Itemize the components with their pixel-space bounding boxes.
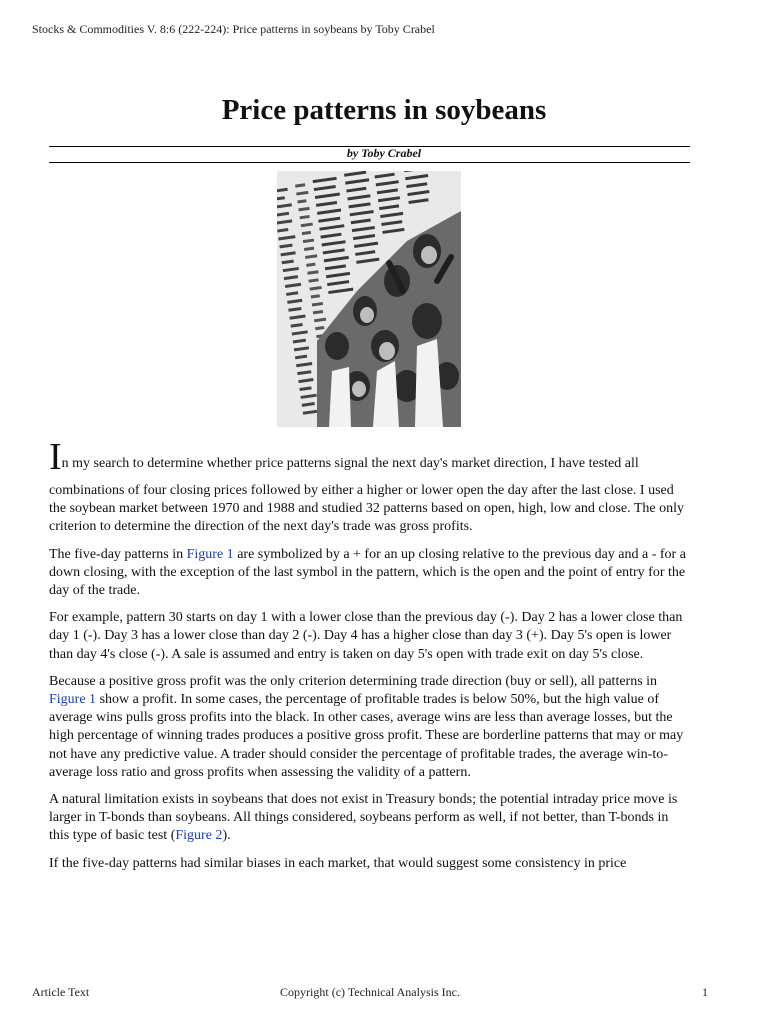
page-number: 1 (702, 985, 708, 999)
paragraph-4-text: Because a positive gross profit was the only criterion determining trade direction (buy or sell), all patterns in (49, 673, 658, 689)
paragraph-4 (49, 673, 690, 782)
paragraph-2-text: The five-day patterns in (49, 546, 187, 562)
footer-copyright: Copyright (c) Technical Analysis Inc. (280, 985, 460, 999)
paragraph-3: For example, pattern 30 starts on day 1 with a lower close than the previous day (-). Day 2 has a lower close than day 1 (-). Day 3 has a lower close than day 2 (-). Day 4 has a higher close than day 3 (+). Day 5's open is lower than day 4's close (-). A sale is assumed and entry is taken on day 5's open with trade exit on day 5's close. (49, 610, 683, 662)
article-title: Price patterns in soybeans (221, 94, 547, 126)
paragraph-6: If the five-day patterns had similar biases in each market, that would suggest some consistency in price (49, 855, 627, 871)
article-byline: by Toby Crabel (346, 146, 422, 160)
paragraph-4-text-cont: show a profit. In some cases, the percentage of profitable trades is below 50%, but the high value of average wins pulls gross profits into the black. In other cases, average wins are less than average losses, but the high percentage of winning trades produces a positive gross profit. These are borderline patterns that may or may not have any predictive value. A trader should consider the percentage of profitable trades, the average win-to-average loss ratio and gross profits when assessing the validity of a pattern. (49, 692, 684, 780)
paragraph-1-first-line: n my search to determine whether price patterns signal the next day's market direction, I have tested all (61, 456, 639, 471)
figure-1-link[interactable]: Figure 1 (186, 546, 234, 562)
paragraph-5-text-cont: ). (222, 828, 231, 844)
figure-2-link[interactable]: Figure 2 (175, 828, 223, 844)
paragraph-2-text-cont: are symbolized by a + for an up closing relative to the previous day and a - for a down closing, with the exception of the last symbol in the pattern, which is the open and the point of entry for the day of the trade. (49, 546, 686, 599)
trading-floor-photo (277, 171, 461, 427)
paragraph-5 (49, 791, 690, 846)
paragraph-1 (49, 438, 690, 537)
drop-cap: I (49, 436, 62, 478)
paragraph-2 (49, 546, 690, 601)
figure-1-link-2[interactable]: Figure 1 (49, 692, 97, 708)
byline-rule-bottom (49, 162, 690, 163)
running-head: Stocks & Commodities V. 8:6 (222-224): Price patterns in soybeans by Toby Crabel (32, 22, 435, 36)
article-body (49, 438, 690, 882)
footer-left-label: Article Text (32, 985, 90, 999)
paragraph-5-text: A natural limitation exists in soybeans that does not exist in Treasury bonds; the potential intraday price move is larger in T-bonds than soybeans. All things considered, soybeans perform as well, if not better, than T-bonds in this type of basic test ( (49, 792, 678, 844)
paragraph-1-rest: combinations of four closing prices followed by either a higher or lower open the day after the last close. I used the soybean market between 1970 and 1988 and studied 32 patterns based on open, high, low and close. The only criterion to determine the direction of the next day's trade was gross profits. (49, 483, 685, 535)
